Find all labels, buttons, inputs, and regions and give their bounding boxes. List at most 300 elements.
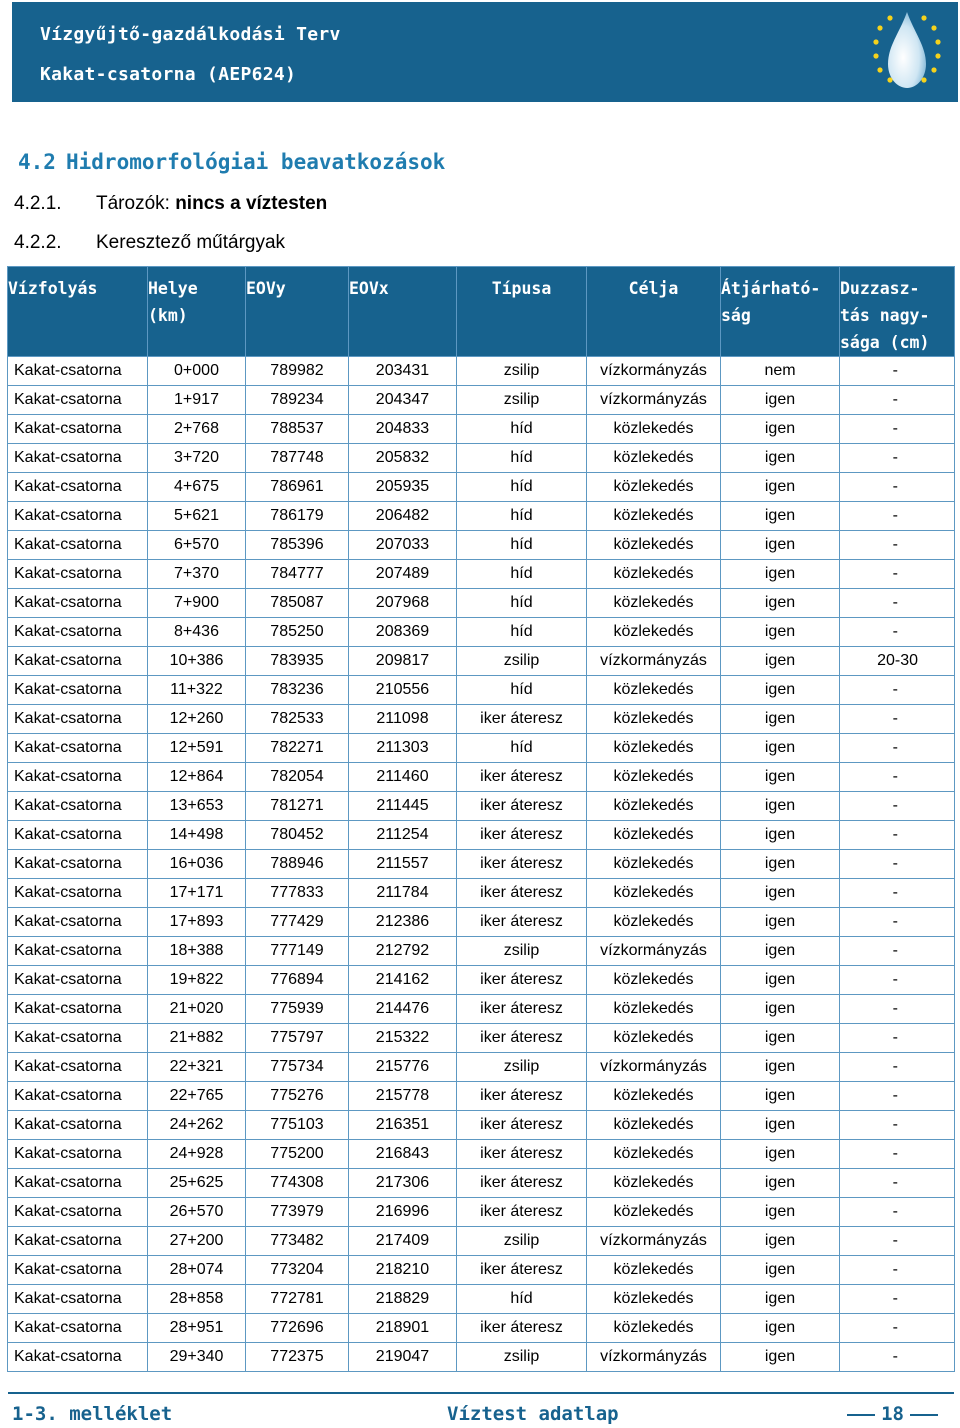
table-cell: 214476 — [349, 995, 457, 1024]
table-cell: zsilip — [457, 937, 587, 966]
column-header — [721, 267, 840, 357]
table-cell: 20-30 — [840, 647, 955, 676]
table-cell: - — [840, 531, 955, 560]
table-cell: igen — [721, 821, 840, 850]
table-cell: 22+765 — [148, 1082, 246, 1111]
table-cell: Kakat-csatorna — [8, 850, 148, 879]
table-cell: 17+893 — [148, 908, 246, 937]
subsection-heading-reservoirs — [14, 193, 327, 215]
table-cell: zsilip — [457, 1227, 587, 1256]
page-number: 18 — [881, 1403, 904, 1425]
table-cell: közlekedés — [587, 415, 721, 444]
table-cell: - — [840, 995, 955, 1024]
table-cell: közlekedés — [587, 792, 721, 821]
table-cell: 1+917 — [148, 386, 246, 415]
table-cell: 6+570 — [148, 531, 246, 560]
column-header-line: EOVy — [246, 279, 286, 298]
table-cell: 27+200 — [148, 1227, 246, 1256]
table-cell: 785087 — [246, 589, 349, 618]
table-cell: Kakat-csatorna — [8, 502, 148, 531]
table-cell: 773204 — [246, 1256, 349, 1285]
table-row — [8, 589, 955, 618]
crossing-structures-table — [7, 266, 955, 1372]
table-cell: 205832 — [349, 444, 457, 473]
table-cell: 782533 — [246, 705, 349, 734]
table-cell: zsilip — [457, 1053, 587, 1082]
footer-rule — [8, 1392, 954, 1394]
table-cell: 4+675 — [148, 473, 246, 502]
table-cell: - — [840, 821, 955, 850]
table-cell: 17+171 — [148, 879, 246, 908]
table-cell: iker áteresz — [457, 908, 587, 937]
table-cell: híd — [457, 734, 587, 763]
table-cell: Kakat-csatorna — [8, 531, 148, 560]
table-cell: 14+498 — [148, 821, 246, 850]
table-cell: Kakat-csatorna — [8, 1285, 148, 1314]
table-cell: Kakat-csatorna — [8, 589, 148, 618]
table-cell: iker áteresz — [457, 1169, 587, 1198]
table-cell: Kakat-csatorna — [8, 1256, 148, 1285]
table-cell: igen — [721, 560, 840, 589]
table-cell: Kakat-csatorna — [8, 357, 148, 386]
table-cell: 12+591 — [148, 734, 246, 763]
table-cell: vízkormányzás — [587, 1053, 721, 1082]
water-drop-stars-logo-icon — [864, 6, 950, 96]
document-subtitle: Kakat-csatorna (AEP624) — [40, 64, 297, 85]
table-cell: 219047 — [349, 1343, 457, 1372]
table-row — [8, 1140, 955, 1169]
table-cell: 8+436 — [148, 618, 246, 647]
table-cell: 782271 — [246, 734, 349, 763]
table-cell: igen — [721, 415, 840, 444]
table-cell: 211098 — [349, 705, 457, 734]
table-cell: igen — [721, 734, 840, 763]
table-row — [8, 647, 955, 676]
table-cell: - — [840, 560, 955, 589]
table-cell: Kakat-csatorna — [8, 1024, 148, 1053]
table-cell: Kakat-csatorna — [8, 676, 148, 705]
table-cell: igen — [721, 676, 840, 705]
table-cell: 215322 — [349, 1024, 457, 1053]
table-row — [8, 850, 955, 879]
table-row — [8, 821, 955, 850]
table-cell: 21+882 — [148, 1024, 246, 1053]
subsection-title: Keresztező műtárgyak — [96, 232, 286, 253]
table-cell: - — [840, 1140, 955, 1169]
table-cell: igen — [721, 1198, 840, 1227]
table-cell: 780452 — [246, 821, 349, 850]
table-row — [8, 1343, 955, 1372]
table-cell: Kakat-csatorna — [8, 1082, 148, 1111]
table-cell: 18+388 — [148, 937, 246, 966]
table-cell: 774308 — [246, 1169, 349, 1198]
table-cell: iker áteresz — [457, 1111, 587, 1140]
table-cell: igen — [721, 1227, 840, 1256]
table-cell: 28+858 — [148, 1285, 246, 1314]
table-cell: vízkormányzás — [587, 1343, 721, 1372]
table-cell: közlekedés — [587, 1256, 721, 1285]
table-cell: közlekedés — [587, 850, 721, 879]
table-cell: közlekedés — [587, 821, 721, 850]
table-row — [8, 618, 955, 647]
table-cell: Kakat-csatorna — [8, 1198, 148, 1227]
table-cell: igen — [721, 1314, 840, 1343]
table-cell: 26+570 — [148, 1198, 246, 1227]
table-cell: igen — [721, 502, 840, 531]
table-cell: 16+036 — [148, 850, 246, 879]
subsection-heading-crossings — [14, 232, 285, 254]
table-row — [8, 1082, 955, 1111]
table-cell: - — [840, 589, 955, 618]
table-row — [8, 1227, 955, 1256]
table-cell: - — [840, 473, 955, 502]
table-cell: 209817 — [349, 647, 457, 676]
table-row — [8, 473, 955, 502]
table-cell: híd — [457, 502, 587, 531]
table-cell: közlekedés — [587, 908, 721, 937]
table-cell: közlekedés — [587, 1024, 721, 1053]
table-cell: 7+370 — [148, 560, 246, 589]
table-cell: híd — [457, 560, 587, 589]
table-cell: iker áteresz — [457, 995, 587, 1024]
table-cell: 218210 — [349, 1256, 457, 1285]
table-cell: igen — [721, 589, 840, 618]
table-cell: iker áteresz — [457, 1140, 587, 1169]
table-cell: Kakat-csatorna — [8, 647, 148, 676]
table-cell: - — [840, 1053, 955, 1082]
table-cell: vízkormányzás — [587, 357, 721, 386]
footer-page-number — [841, 1403, 944, 1425]
table-cell: iker áteresz — [457, 850, 587, 879]
table-row — [8, 415, 955, 444]
table-cell: igen — [721, 908, 840, 937]
table-row — [8, 792, 955, 821]
table-cell: igen — [721, 850, 840, 879]
table-cell: Kakat-csatorna — [8, 937, 148, 966]
dash-decoration — [910, 1414, 938, 1416]
table-cell: - — [840, 879, 955, 908]
table-cell: iker áteresz — [457, 966, 587, 995]
table-cell: híd — [457, 444, 587, 473]
table-cell: 773482 — [246, 1227, 349, 1256]
table-cell: igen — [721, 1082, 840, 1111]
table-cell: iker áteresz — [457, 763, 587, 792]
table-cell: igen — [721, 647, 840, 676]
table-row — [8, 1198, 955, 1227]
table-row — [8, 1024, 955, 1053]
table-cell: igen — [721, 1140, 840, 1169]
table-cell: - — [840, 1285, 955, 1314]
table-cell: Kakat-csatorna — [8, 734, 148, 763]
table-cell: közlekedés — [587, 1082, 721, 1111]
table-cell: 211254 — [349, 821, 457, 850]
table-cell: 3+720 — [148, 444, 246, 473]
column-header-line: Célja — [628, 279, 679, 298]
table-cell: 772696 — [246, 1314, 349, 1343]
column-header-line: Duzzasz- — [840, 279, 920, 298]
table-row — [8, 676, 955, 705]
table-cell: zsilip — [457, 647, 587, 676]
table-cell: Kakat-csatorna — [8, 792, 148, 821]
table-cell: 215776 — [349, 1053, 457, 1082]
table-cell: 210556 — [349, 676, 457, 705]
table-cell: - — [840, 357, 955, 386]
table-cell: 204833 — [349, 415, 457, 444]
table-cell: 22+321 — [148, 1053, 246, 1082]
table-cell: nem — [721, 357, 840, 386]
table-cell: közlekedés — [587, 502, 721, 531]
table-cell: - — [840, 908, 955, 937]
column-header-line: sága (cm) — [840, 333, 930, 352]
table-cell: 13+653 — [148, 792, 246, 821]
table-cell: iker áteresz — [457, 1314, 587, 1343]
table-cell: igen — [721, 473, 840, 502]
table-cell: igen — [721, 1024, 840, 1053]
table-cell: 785250 — [246, 618, 349, 647]
table-cell: Kakat-csatorna — [8, 821, 148, 850]
table-cell: igen — [721, 1343, 840, 1372]
table-cell: 203431 — [349, 357, 457, 386]
column-header — [457, 267, 587, 357]
table-cell: 785396 — [246, 531, 349, 560]
table-cell: Kakat-csatorna — [8, 1053, 148, 1082]
column-header — [148, 267, 246, 357]
table-cell: iker áteresz — [457, 821, 587, 850]
table-cell: 775734 — [246, 1053, 349, 1082]
section-title: Hidromorfológiai beavatkozások — [66, 150, 446, 174]
table-cell: 206482 — [349, 502, 457, 531]
table-cell: híd — [457, 1285, 587, 1314]
table-cell: vízkormányzás — [587, 937, 721, 966]
table-cell: Kakat-csatorna — [8, 473, 148, 502]
table-row — [8, 734, 955, 763]
table-cell: 787748 — [246, 444, 349, 473]
table-cell: - — [840, 618, 955, 647]
table-cell: - — [840, 734, 955, 763]
table-cell: 212792 — [349, 937, 457, 966]
column-header-line: (km) — [148, 306, 188, 325]
table-cell: igen — [721, 879, 840, 908]
table-cell: iker áteresz — [457, 792, 587, 821]
table-cell: vízkormányzás — [587, 1227, 721, 1256]
table-cell: iker áteresz — [457, 1256, 587, 1285]
table-cell: közlekedés — [587, 676, 721, 705]
table-cell: 786179 — [246, 502, 349, 531]
table-row — [8, 763, 955, 792]
table-cell: - — [840, 415, 955, 444]
table-cell: Kakat-csatorna — [8, 1343, 148, 1372]
table-cell: Kakat-csatorna — [8, 415, 148, 444]
table-cell: közlekedés — [587, 1169, 721, 1198]
table-cell: 28+074 — [148, 1256, 246, 1285]
table-cell: 28+951 — [148, 1314, 246, 1343]
table-cell: 2+768 — [148, 415, 246, 444]
table-cell: 783236 — [246, 676, 349, 705]
table-row — [8, 386, 955, 415]
table-cell: 216843 — [349, 1140, 457, 1169]
table-cell: Kakat-csatorna — [8, 1140, 148, 1169]
table-cell: 211784 — [349, 879, 457, 908]
table-cell: 788537 — [246, 415, 349, 444]
header-banner — [12, 2, 958, 102]
table-cell: 207968 — [349, 589, 457, 618]
table-cell: Kakat-csatorna — [8, 1169, 148, 1198]
table-cell: közlekedés — [587, 444, 721, 473]
table-cell: Kakat-csatorna — [8, 386, 148, 415]
table-cell: Kakat-csatorna — [8, 763, 148, 792]
table-cell: Kakat-csatorna — [8, 1227, 148, 1256]
dash-decoration — [847, 1414, 875, 1416]
table-cell: Kakat-csatorna — [8, 444, 148, 473]
table-row — [8, 1053, 955, 1082]
table-cell: 783935 — [246, 647, 349, 676]
table-row — [8, 531, 955, 560]
column-header-line: Típusa — [491, 279, 552, 298]
table-cell: zsilip — [457, 386, 587, 415]
table-cell: 772781 — [246, 1285, 349, 1314]
table-cell: 775939 — [246, 995, 349, 1024]
table-cell: 775276 — [246, 1082, 349, 1111]
table-cell: 19+822 — [148, 966, 246, 995]
table-cell: 775200 — [246, 1140, 349, 1169]
table-cell: - — [840, 1024, 955, 1053]
table-cell: zsilip — [457, 1343, 587, 1372]
table-cell: Kakat-csatorna — [8, 560, 148, 589]
column-header — [349, 267, 457, 357]
table-cell: igen — [721, 1256, 840, 1285]
table-cell: 10+386 — [148, 647, 246, 676]
table-cell: közlekedés — [587, 1140, 721, 1169]
table-row — [8, 705, 955, 734]
table-cell: - — [840, 1111, 955, 1140]
table-cell: 12+864 — [148, 763, 246, 792]
subsection-number: 4.2.2. — [14, 232, 62, 253]
table-cell: igen — [721, 531, 840, 560]
table-row — [8, 966, 955, 995]
table-cell: - — [840, 676, 955, 705]
table-cell: 775103 — [246, 1111, 349, 1140]
column-header-line: Vízfolyás — [8, 279, 98, 298]
table-cell: közlekedés — [587, 734, 721, 763]
table-row — [8, 357, 955, 386]
table-cell: közlekedés — [587, 473, 721, 502]
table-cell: 207033 — [349, 531, 457, 560]
table-cell: közlekedés — [587, 1111, 721, 1140]
table-cell: 777149 — [246, 937, 349, 966]
table-cell: híd — [457, 415, 587, 444]
table-cell: - — [840, 763, 955, 792]
table-cell: 218901 — [349, 1314, 457, 1343]
table-cell: 786961 — [246, 473, 349, 502]
table-cell: Kakat-csatorna — [8, 966, 148, 995]
table-cell: igen — [721, 618, 840, 647]
table-cell: 11+322 — [148, 676, 246, 705]
table-cell: 789982 — [246, 357, 349, 386]
table-cell: - — [840, 792, 955, 821]
table-cell: igen — [721, 1111, 840, 1140]
table-cell: - — [840, 502, 955, 531]
table-cell: - — [840, 386, 955, 415]
table-body — [8, 357, 955, 1372]
table-cell: közlekedés — [587, 879, 721, 908]
table-cell: 217409 — [349, 1227, 457, 1256]
table-cell: 0+000 — [148, 357, 246, 386]
table-cell: 208369 — [349, 618, 457, 647]
table-cell: iker áteresz — [457, 1082, 587, 1111]
table-cell: 216996 — [349, 1198, 457, 1227]
table-cell: Kakat-csatorna — [8, 618, 148, 647]
table-cell: 214162 — [349, 966, 457, 995]
subsection-label: Tározók: — [96, 193, 176, 214]
section-number: 4.2 — [18, 150, 56, 174]
table-row — [8, 1285, 955, 1314]
table-cell: híd — [457, 473, 587, 502]
table-cell: 775797 — [246, 1024, 349, 1053]
table-row — [8, 879, 955, 908]
section-heading — [18, 150, 445, 174]
table-cell: - — [840, 937, 955, 966]
table-cell: igen — [721, 444, 840, 473]
table-cell: közlekedés — [587, 966, 721, 995]
table-cell: - — [840, 850, 955, 879]
table-cell: 24+262 — [148, 1111, 246, 1140]
table-cell: közlekedés — [587, 589, 721, 618]
table-cell: iker áteresz — [457, 1198, 587, 1227]
column-header-line: EOVx — [349, 279, 389, 298]
table-cell: - — [840, 1343, 955, 1372]
table-cell: híd — [457, 589, 587, 618]
table-cell: 7+900 — [148, 589, 246, 618]
column-header — [8, 267, 148, 357]
table-cell: igen — [721, 763, 840, 792]
subsection-number: 4.2.1. — [14, 193, 62, 214]
table-cell: 25+625 — [148, 1169, 246, 1198]
table-row — [8, 444, 955, 473]
table-cell: közlekedés — [587, 763, 721, 792]
table-cell: igen — [721, 386, 840, 415]
table-cell: 211303 — [349, 734, 457, 763]
table-cell: Kakat-csatorna — [8, 1314, 148, 1343]
table-row — [8, 1314, 955, 1343]
table-row — [8, 908, 955, 937]
table-cell: Kakat-csatorna — [8, 1111, 148, 1140]
table-cell: igen — [721, 1169, 840, 1198]
table-cell: zsilip — [457, 357, 587, 386]
table-cell: 21+020 — [148, 995, 246, 1024]
table-cell: - — [840, 1082, 955, 1111]
table-cell: 777429 — [246, 908, 349, 937]
footer-doc-type: Víztest adatlap — [447, 1403, 619, 1425]
table-cell: 788946 — [246, 850, 349, 879]
table-cell: 211445 — [349, 792, 457, 821]
table-cell: 789234 — [246, 386, 349, 415]
document-title: Vízgyűjtő-gazdálkodási Terv — [40, 24, 341, 45]
table-row — [8, 1169, 955, 1198]
table-row — [8, 560, 955, 589]
table-cell: 212386 — [349, 908, 457, 937]
table-cell: 211460 — [349, 763, 457, 792]
table-cell: - — [840, 444, 955, 473]
table-cell: 784777 — [246, 560, 349, 589]
table-cell: közlekedés — [587, 560, 721, 589]
table-cell: Kakat-csatorna — [8, 908, 148, 937]
table-cell: Kakat-csatorna — [8, 879, 148, 908]
subsection-value: nincs a víztesten — [175, 193, 328, 214]
table-cell: igen — [721, 1053, 840, 1082]
table-cell: 211557 — [349, 850, 457, 879]
table-cell: közlekedés — [587, 705, 721, 734]
column-header — [246, 267, 349, 357]
